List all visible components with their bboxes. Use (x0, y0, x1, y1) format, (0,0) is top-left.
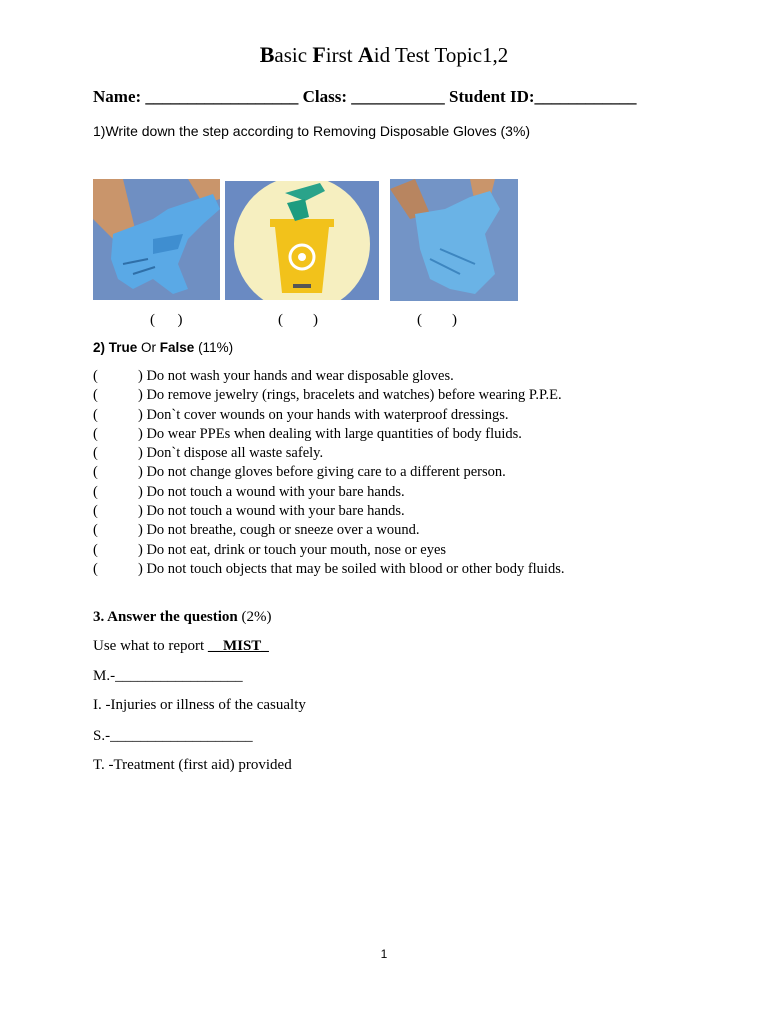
glove-removal-photo-1 (93, 179, 220, 300)
answer-blank-open[interactable]: ( (93, 445, 98, 462)
title-word-basic: asic (274, 43, 313, 67)
answer-blank-open[interactable]: ( (93, 406, 98, 423)
statement-text: ) Do not breathe, cough or sneeze over a wound. (138, 522, 420, 539)
statement-text: ) Do not change gloves before giving care to a different person. (138, 464, 506, 481)
statement-text: ) Don`t cover wounds on your hands with waterproof dressings. (138, 406, 509, 423)
answer-slot-1: ( ) (150, 312, 183, 328)
answer-blank-open[interactable]: ( (93, 464, 98, 481)
answer-blank-open[interactable]: ( (93, 541, 98, 558)
mist-report-line (93, 638, 269, 655)
statement-text: ) Do not touch a wound with your bare hands. (138, 483, 405, 500)
glove-removal-photo-3 (390, 179, 518, 301)
answer-blank-open[interactable]: ( (93, 425, 98, 442)
title-initial-b: B (259, 42, 275, 67)
student-info-line: Name: __________________ Class: ___________ Student ID:____________ (93, 87, 637, 106)
statement-text: ) Do not wash your hands and wear disposable gloves. (138, 368, 454, 384)
answer-slot-3: ( ) (417, 312, 457, 328)
question-3-points: (2%) (237, 609, 272, 625)
question-2-number: 2) (93, 340, 109, 355)
report-prefix: Use what to report (93, 638, 208, 654)
glove-peeling-icon (390, 179, 518, 301)
mist-i-line: I. -Injuries or illness of the casualty (93, 697, 306, 713)
question-1-text: 1)Write down the step according to Removing Disposable Gloves (3%) (93, 123, 531, 139)
statement-text: ) Don`t dispose all waste safely. (138, 445, 324, 462)
answer-blank-open[interactable]: ( (93, 503, 98, 520)
title-word-aid-test: id Test Topic1,2 (373, 43, 509, 67)
statement-text: ) Do not touch objects that may be soiled with blood or other body fluids. (138, 560, 565, 577)
hands-pulling-glove-icon (93, 179, 220, 300)
page-title (0, 42, 768, 68)
statement-text: ) Do not touch a wound with your bare hands. (138, 503, 405, 520)
mist-m-line: M.-_________________ (93, 668, 243, 684)
statement-text: ) Do wear PPEs when dealing with large quantities of body fluids. (138, 425, 522, 442)
biohazard-bin-illustration (225, 181, 379, 300)
answer-blank-open[interactable]: ( (93, 368, 98, 384)
title-word-first: irst (325, 43, 358, 67)
mist-s-line: S.-___________________ (93, 728, 253, 744)
question-3-heading (93, 609, 272, 626)
or-word: Or (137, 340, 160, 355)
statement-text: ) Do remove jewelry (rings, bracelets and watches) before wearing P.P.E. (138, 387, 562, 404)
answer-slot-2: ( ) (278, 312, 318, 328)
mist-t-line: T. -Treatment (first aid) provided (93, 757, 292, 773)
true-word: True (108, 340, 138, 355)
question-2-heading (93, 340, 233, 355)
mist-answer: __MIST_ (207, 638, 269, 654)
answer-blank-open[interactable]: ( (93, 387, 98, 404)
false-word: False (159, 340, 195, 355)
answer-blank-open[interactable]: ( (93, 483, 98, 500)
biohazard-bin-icon (225, 181, 379, 300)
title-initial-a: A (357, 42, 374, 67)
title-initial-f: F (312, 42, 326, 67)
statement-text: ) Do not eat, drink or touch your mouth, nose or eyes (138, 541, 447, 558)
answer-blank-open[interactable]: ( (93, 560, 98, 577)
answer-blank-open[interactable]: ( (93, 522, 98, 539)
page-number: 1 (380, 947, 388, 961)
question-3-title: 3. Answer the question (93, 609, 238, 625)
question-2-points: (11%) (194, 340, 234, 355)
